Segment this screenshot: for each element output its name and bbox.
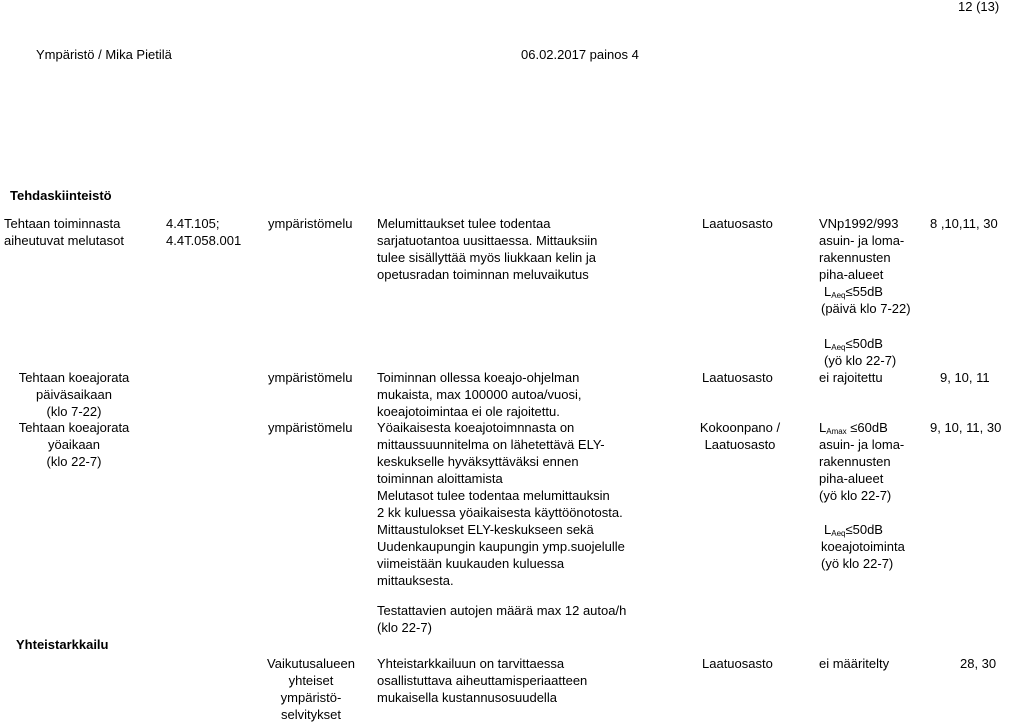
row1-code: 4.4T.105; 4.4T.058.001 (166, 216, 242, 248)
row1-responsible: Laatuosasto (702, 216, 773, 231)
yhteis-limit: ei määritelty (819, 656, 890, 671)
yhteis-refs: 28, 30 (960, 656, 997, 671)
row1-limit-night-period: (yö klo 22-7) (824, 353, 897, 368)
row1-topic: Tehtaan toiminnasta aiheutuvat melutasot (4, 216, 124, 248)
row3-requirement: Yöaikaisesta koeajotoimnnasta on mittaussuunnitelma on lähetettävä ELY- keskukselle hyväksyttäväksi ennen toiminnan aloittamista Melutasot tulee todentaa melumittauksin 2 kk kuluessa yöaikaisesta käyttöönotosta. Mittaustulokset ELY-keskukseen sekä Uudenkaupungin kaupungin ymp.suojelulle viimeistään kuukauden kuluessa mittauksesta. (377, 420, 625, 588)
row1-limit-top: VNp1992/993 asuin- ja loma- rakennusten piha-alueet (819, 216, 905, 282)
row1-requirement: Melumittaukset tulee todentaa sarjatuotantoa uusittaessa. Mittauksiin tulee sisällyttää myös liukkaan kelin ja opetusradan toiminnan meluvaikutus (377, 216, 598, 282)
row2-requirement: Toiminnan ollessa koeajo-ohjelman mukaista, max 100000 autoa/vuosi, koeajotoimintaa ei ole rajoitettu. (377, 370, 582, 419)
row1-refs: 8 ,10,11, 30 (930, 216, 998, 231)
row3-responsible: Kokoonpano / Laatuosasto (699, 420, 781, 452)
row3-refs: 9, 10, 11, 30 (930, 420, 1002, 435)
row2-limit: ei rajoitettu (819, 370, 883, 385)
row2-topic: Tehtaan koeajorata päiväsaikaan (klo 7-22) (18, 370, 130, 419)
row3-topic: Tehtaan koeajorata yöaikaan (klo 22-7) (18, 420, 130, 469)
row1-category: ympäristömelu (268, 216, 353, 231)
author-line: Ympäristö / Mika Pietilä (36, 47, 172, 62)
row3-limit-laeq: $L_{Aeq}\le 50dB$ (824, 522, 883, 538)
row2-responsible: Laatuosasto (702, 370, 773, 385)
section-heading-yhteis: Yhteistarkkailu (16, 637, 109, 652)
row2-refs: 9, 10, 11 (940, 370, 990, 385)
row3-limit-lamax: $L_{Amax} \le 60dB$ (819, 420, 888, 436)
row2-category: ympäristömelu (268, 370, 353, 385)
row1-limit-laeq-day: $L_{Aeq}\le 55dB$ (824, 284, 883, 300)
yhteis-responsible: Laatuosasto (702, 656, 773, 671)
row3-category: ympäristömelu (268, 420, 353, 435)
yhteis-note: Testattavien autojen määrä max 12 autoa/h (klo 22-7) (377, 603, 627, 635)
row1-limit-day-period: (päivä klo 7-22) (821, 301, 911, 316)
section-heading-tehdas: Tehdaskiinteistö (10, 188, 112, 203)
yhteis-requirement: Yhteistarkkailuun on tarvittaessa osallistuttava aiheuttamisperiaatteen mukaisella kustannusosuudella (377, 656, 588, 705)
page-number: 12 (13) (958, 0, 1000, 14)
row3-limit-lamax-desc: asuin- ja loma- rakennusten piha-alueet (yö klo 22-7) (819, 437, 905, 503)
yhteis-category: Vaikutusalueen yhteiset ympäristö- selvitykset (267, 656, 355, 722)
row3-limit-laeq-desc: koeajotoiminta (yö klo 22-7) (821, 539, 905, 571)
document-date: 06.02.2017 painos 4 (521, 47, 639, 62)
row1-limit-laeq-night: $L_{Aeq}\le 50dB$ (824, 336, 883, 352)
